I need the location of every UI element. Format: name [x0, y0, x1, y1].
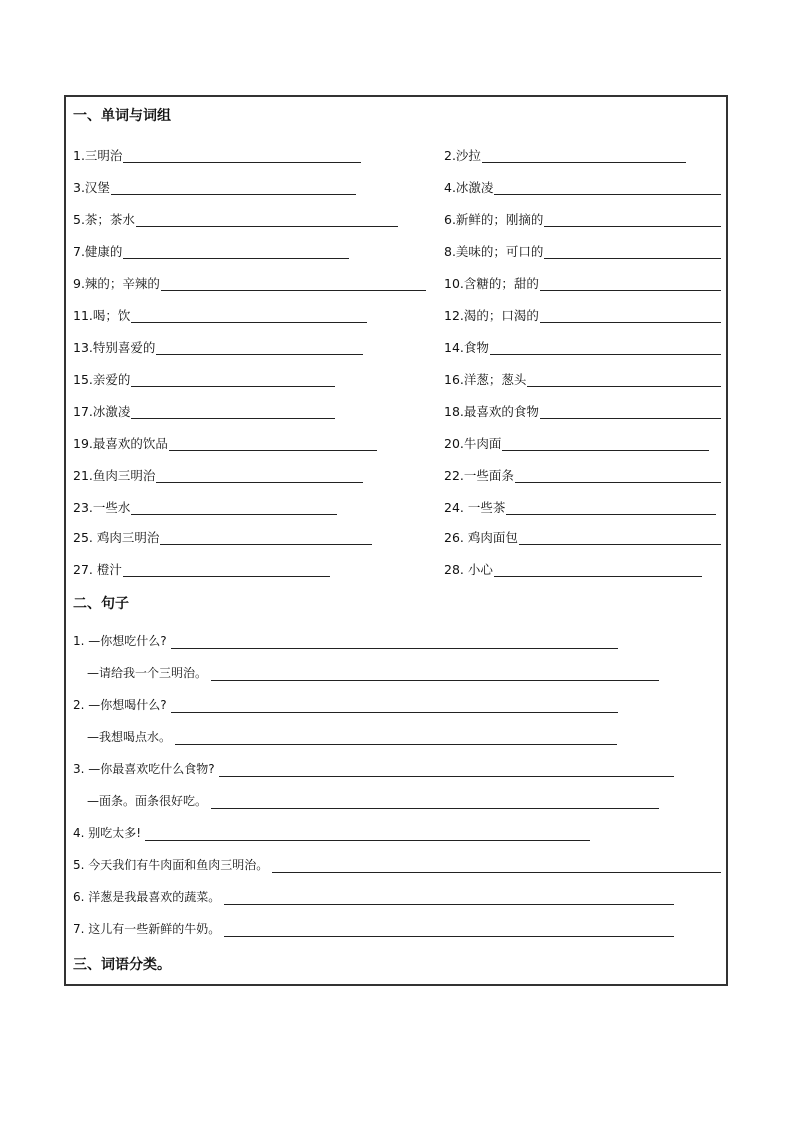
sentence-1b[interactable]: —请给我一个三明治。 [87, 666, 659, 681]
answer-blank[interactable] [544, 246, 721, 259]
answer-blank[interactable] [131, 310, 367, 323]
vocab-item-28[interactable]: 28. 小心 [444, 562, 702, 577]
answer-blank[interactable] [123, 246, 349, 259]
vocab-item-26[interactable]: 26. 鸡肉面包 [444, 530, 721, 545]
vocab-item-5[interactable]: 5.茶；茶水 [73, 212, 398, 227]
vocab-item-17[interactable]: 17.冰激凌 [73, 404, 335, 419]
answer-blank[interactable] [506, 502, 716, 515]
answer-blank[interactable] [544, 214, 721, 227]
answer-blank[interactable] [160, 532, 372, 545]
sentence-1a[interactable]: 1. —你想吃什么? [73, 634, 618, 649]
answer-blank[interactable] [490, 342, 721, 355]
answer-blank[interactable] [156, 470, 363, 483]
answer-blank[interactable] [131, 374, 335, 387]
sentence-3b[interactable]: —面条。面条很好吃。 [87, 794, 659, 809]
sentence-4[interactable]: 4. 别吃太多! [73, 826, 590, 841]
answer-blank[interactable] [519, 532, 721, 545]
vocab-item-2[interactable]: 2.沙拉 [444, 148, 686, 163]
vocab-item-20[interactable]: 20.牛肉面 [444, 436, 709, 451]
answer-blank[interactable] [145, 828, 590, 841]
vocab-item-23[interactable]: 23.一些水 [73, 500, 337, 515]
answer-blank[interactable] [219, 764, 674, 777]
vocab-item-7[interactable]: 7.健康的 [73, 244, 349, 259]
sentence-7[interactable]: 7. 这儿有一些新鲜的牛奶。 [73, 922, 674, 937]
vocab-item-21[interactable]: 21.鱼肉三明治 [73, 468, 363, 483]
vocab-item-9[interactable]: 9.辣的；辛辣的 [73, 276, 426, 291]
section3-heading: 三、词语分类。 [73, 957, 171, 973]
answer-blank[interactable] [171, 636, 618, 649]
answer-blank[interactable] [156, 342, 363, 355]
answer-blank[interactable] [527, 374, 721, 387]
vocab-item-3[interactable]: 3.汉堡 [73, 180, 356, 195]
answer-blank[interactable] [540, 406, 721, 419]
answer-blank[interactable] [482, 150, 686, 163]
vocab-item-13[interactable]: 13.特别喜爱的 [73, 340, 363, 355]
sentence-2b[interactable]: —我想喝点水。 [87, 730, 617, 745]
answer-blank[interactable] [224, 892, 674, 905]
vocab-item-11[interactable]: 11.喝；饮 [73, 308, 367, 323]
section2-heading: 二、句子 [73, 596, 129, 612]
answer-blank[interactable] [224, 924, 674, 937]
vocab-item-18[interactable]: 18.最喜欢的食物 [444, 404, 721, 419]
vocab-item-27[interactable]: 27. 橙汁 [73, 562, 330, 577]
answer-blank[interactable] [111, 182, 356, 195]
answer-blank[interactable] [123, 564, 330, 577]
answer-blank[interactable] [515, 470, 721, 483]
answer-blank[interactable] [540, 278, 721, 291]
vocab-item-15[interactable]: 15.亲爱的 [73, 372, 335, 387]
answer-blank[interactable] [211, 668, 659, 681]
answer-blank[interactable] [540, 310, 721, 323]
answer-blank[interactable] [131, 406, 335, 419]
answer-blank[interactable] [123, 150, 361, 163]
vocab-item-14[interactable]: 14.食物 [444, 340, 721, 355]
sentence-6[interactable]: 6. 洋葱是我最喜欢的蔬菜。 [73, 890, 674, 905]
vocab-item-24[interactable]: 24. 一些茶 [444, 500, 716, 515]
vocab-item-19[interactable]: 19.最喜欢的饮品 [73, 436, 377, 451]
answer-blank[interactable] [175, 732, 617, 745]
sentence-3a[interactable]: 3. —你最喜欢吃什么食物? [73, 762, 674, 777]
sentence-5[interactable]: 5. 今天我们有牛肉面和鱼肉三明治。 [73, 858, 721, 873]
vocab-item-10[interactable]: 10.含糖的；甜的 [444, 276, 721, 291]
answer-blank[interactable] [494, 182, 721, 195]
section1-heading: 一、单词与词组 [73, 108, 171, 124]
answer-blank[interactable] [131, 502, 337, 515]
vocab-item-1[interactable]: 1.三明治 [73, 148, 361, 163]
answer-blank[interactable] [211, 796, 659, 809]
answer-blank[interactable] [494, 564, 702, 577]
answer-blank[interactable] [171, 700, 618, 713]
answer-blank[interactable] [136, 214, 398, 227]
answer-blank[interactable] [502, 438, 709, 451]
vocab-item-16[interactable]: 16.洋葱；葱头 [444, 372, 721, 387]
answer-blank[interactable] [161, 278, 426, 291]
sentence-2a[interactable]: 2. —你想喝什么? [73, 698, 618, 713]
answer-blank[interactable] [169, 438, 377, 451]
vocab-item-6[interactable]: 6.新鲜的；刚摘的 [444, 212, 721, 227]
vocab-item-22[interactable]: 22.一些面条 [444, 468, 721, 483]
vocab-item-4[interactable]: 4.冰激凌 [444, 180, 721, 195]
vocab-item-25[interactable]: 25. 鸡肉三明治 [73, 530, 372, 545]
vocab-item-12[interactable]: 12.渴的；口渴的 [444, 308, 721, 323]
answer-blank[interactable] [272, 860, 721, 873]
vocab-item-8[interactable]: 8.美味的；可口的 [444, 244, 721, 259]
